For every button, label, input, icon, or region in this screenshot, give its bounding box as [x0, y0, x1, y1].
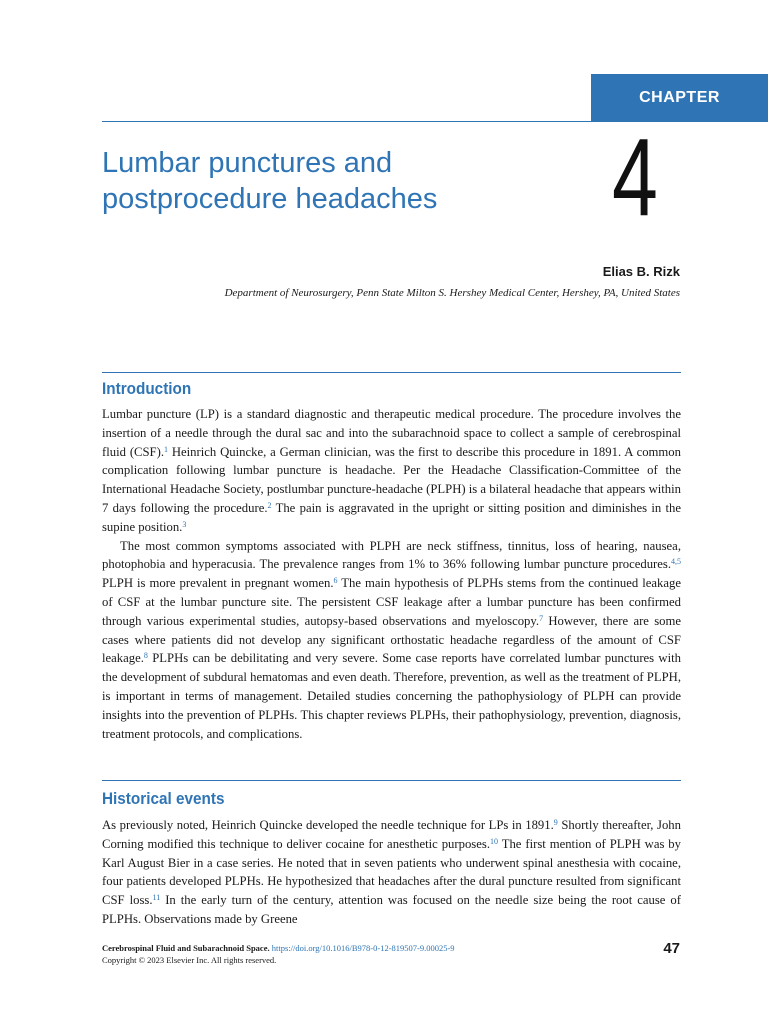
header-rule — [102, 121, 592, 122]
citation-ref[interactable]: 6 — [333, 576, 338, 586]
page-number: 47 — [663, 940, 680, 957]
paragraph-text: The first mention of PLPH was by Karl August Bier in a case series. He noted that in seven patients who underwent spinal anesthesia with cocaine, four patients developed PLPHs. He hypothesized that headaches after the dural puncture resulted from significant CSF loss. — [102, 836, 681, 908]
author-name: Elias B. Rizk — [602, 264, 680, 279]
paragraph-text: However, there are some cases where patients did not develop any significant orthostatic headache regardless of the amount of CSF leakage. — [102, 613, 681, 666]
copyright-notice: Copyright © 2023 Elsevier Inc. All rights reserved. — [102, 955, 277, 965]
citation-ref[interactable]: 2 — [267, 500, 272, 510]
section-body-introduction — [102, 405, 681, 743]
chapter-title-line-2: postprocedure headaches — [102, 183, 438, 215]
section-heading-historical-events: Historical events — [102, 789, 225, 808]
paragraph — [102, 405, 681, 537]
paragraph-text: The pain is aggravated in the upright or sitting position and diminishes in the supine position. — [102, 500, 681, 534]
citation-ref[interactable]: 9 — [553, 818, 558, 827]
chapter-title — [102, 145, 572, 217]
paragraph — [102, 537, 681, 744]
citation-ref[interactable]: 4,5 — [671, 557, 681, 567]
paragraph-text: The most common symptoms associated with PLPH are neck stiffness, tinnitus, loss of hearing, nausea, photophobia and hyperacusia. The prevalence ranges from 1% to 36% following lumbar puncture procedures. — [102, 538, 681, 572]
paragraph — [102, 816, 681, 929]
section-rule-historical-events — [102, 780, 681, 781]
paragraph-text: As previously noted, Heinrich Quincke developed the needle technique for LPs in 1891. — [102, 818, 554, 832]
section-heading-introduction: Introduction — [102, 379, 192, 398]
citation-ref[interactable]: 11 — [152, 893, 161, 903]
paragraph-text: Heinrich Quincke, a German clinician, was the first to describe this procedure in 1891. A common complication following lumbar puncture is headache. Per the Headache Classification-Committee of the International Headache Society, postlumbar puncture-headache (PLPH) is a bilateral headache that appears within 7 days following the procedure. — [102, 444, 681, 515]
author-affiliation: Department of Neurosurgery, Penn State Milton S. Hershey Medical Center, Hershey, PA, United States — [224, 287, 680, 299]
paragraph-text: In the early turn of the century, attention was focused on the needle size being the root cause of PLPHs. Observations made by Greene — [102, 893, 681, 926]
paragraph-text: PLPHs can be debilitating and very severe. Some case reports have correlated lumbar punctures with the development of subdural hematomas and even death. Therefore, prevention, as well as the treatment of PLPH, is important in terms of management. Detailed studies concerning the pathophysiology of PLPH can provide insights into the prevention of PLPHs. This chapter reviews PLPHs, their pathophysiology, prevention, diagnosis, treatment protocols, and complications. — [102, 651, 681, 741]
paragraph-text: PLPH is more prevalent in pregnant women. — [102, 576, 334, 591]
chapter-number: 4 — [612, 116, 658, 239]
citation-ref[interactable]: 7 — [539, 613, 544, 623]
paragraph-text: Lumbar puncture (LP) is a standard diagnostic and therapeutic medical procedure. The procedure involves the insertion of a needle through the dural sac and into the subarachnoid space to collect a sample of cerebrospinal fluid (CSF). — [102, 407, 681, 459]
paragraph-text: The main hypothesis of PLPHs stems from the continued leakage of CSF at the lumbar puncture site. The persistent CSF leakage after a lumbar puncture has been confirmed through various experimental studies, autopsy-based observations and myeloscopy. — [102, 576, 681, 628]
journal-name: Cerebrospinal Fluid and Subarachnoid Space. — [102, 943, 270, 953]
citation-ref[interactable]: 1 — [164, 444, 169, 454]
paragraph-text: Shortly thereafter, John Corning modified this technique to deliver cocaine for anesthetic purposes. — [102, 818, 681, 851]
doi-link[interactable]: https://doi.org/10.1016/B978-0-12-819507-9.00025-9 — [271, 943, 455, 953]
citation-ref[interactable]: 3 — [182, 519, 187, 529]
chapter-title-line-1: Lumbar punctures and — [102, 147, 393, 179]
citation-ref[interactable]: 10 — [490, 836, 498, 846]
footer-citation — [102, 942, 455, 966]
chapter-label: CHAPTER — [591, 74, 768, 122]
section-rule-introduction — [102, 372, 681, 373]
citation-ref[interactable]: 8 — [143, 651, 148, 661]
section-body-historical-events — [102, 816, 681, 929]
